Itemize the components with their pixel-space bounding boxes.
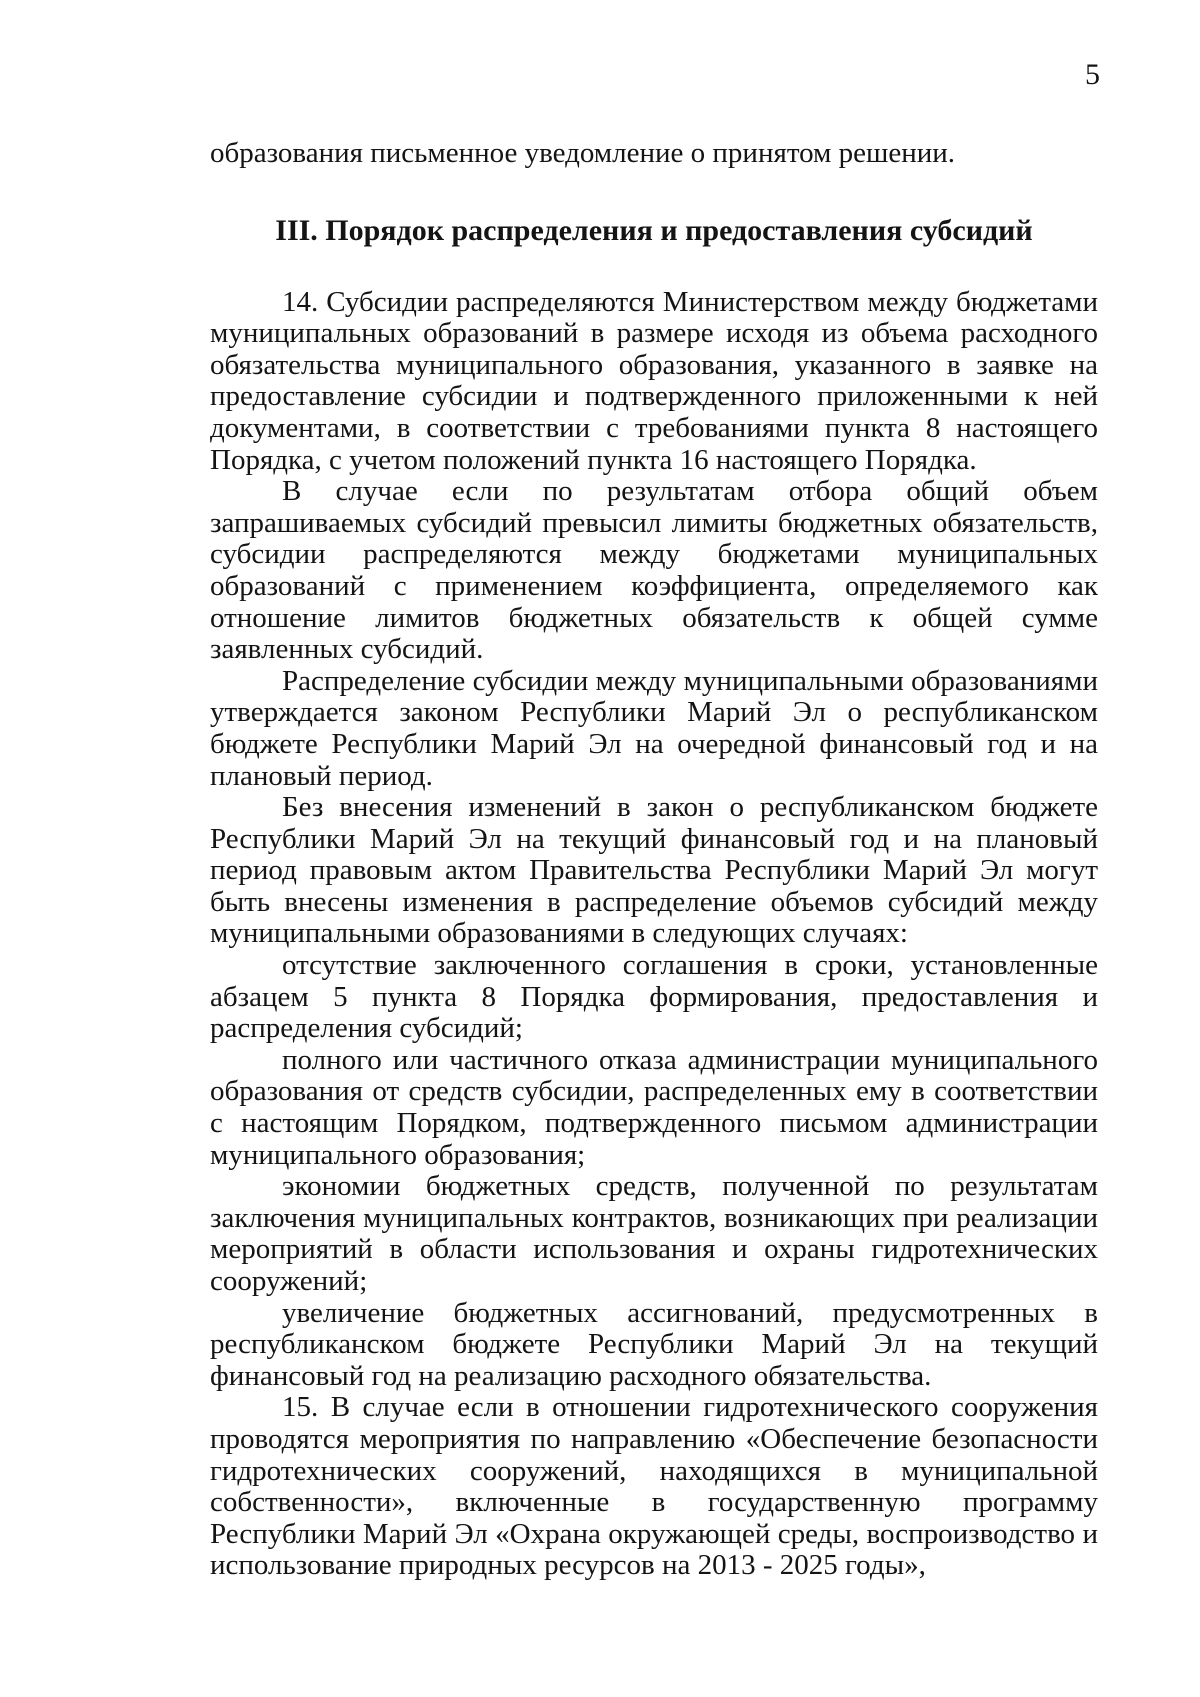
paragraph-distribution-law: Распределение субсидии между муниципальными образованиями утверждается законом Республики Марий Эл о республиканском бюджете Республики Марий Эл на очередной финансовый год и на плановый период.	[210, 664, 1098, 792]
paragraph-15: 15. В случае если в отношении гидротехнического сооружения проводятся мероприятия по направлению «Обеспечение безопасности гидротехнических сооружений, находящихся в муниципальной собственности», включенные в государственную программу Республики Марий Эл «Охрана окружающей среды, воспроизводство и использование природных ресурсов на 2013 - 2025 годы»,	[210, 1391, 1098, 1582]
document-body	[210, 138, 1098, 1582]
section-heading: III. Порядок распределения и предоставления субсидий	[275, 213, 1033, 247]
paragraph-continuation: образования письменное уведомление о принятом решении.	[210, 137, 956, 169]
list-item-refusal: полного или частичного отказа администрации муниципального образования от средств субсидии, распределенных ему в соответствии с настоящим Порядком, подтвержденного письмом администрации муниципального образования;	[210, 1043, 1098, 1171]
list-item-no-agreement: отсутствие заключенного соглашения в сроки, установленные абзацем 5 пункта 8 Порядка формирования, предоставления и распределения субсидий;	[210, 949, 1098, 1045]
paragraph-14: 14. Субсидии распределяются Министерством между бюджетами муниципальных образований в размере исходя из объема расходного обязательства муниципального образования, указанного в заявке на предоставление субсидии и подтвержденного приложенными к ней документами, в соответствии с требованиями пункта 8 настоящего Порядка, с учетом положений пункта 16 настоящего Порядка.	[210, 285, 1098, 476]
paragraph-limits-exceeded: В случае если по результатам отбора общий объем запрашиваемых субсидий превысил лимиты бюджетных обязательств, субсидии распределяются между бюджетами муниципальных образований с применением коэффициента, определяемого как отношение лимитов бюджетных обязательств к общей сумме заявленных субсидий.	[210, 475, 1098, 666]
page-number: 5	[1085, 58, 1100, 91]
list-item-savings: экономии бюджетных средств, полученной по результатам заключения муниципальных контрактов, возникающих при реализации мероприятий в области использования и охраны гидротехнических сооружений;	[210, 1170, 1098, 1297]
paragraph-changes-without-law: Без внесения изменений в закон о республиканском бюджете Республики Марий Эл на текущий финансовый год и на плановый период правовым актом Правительства Республики Марий Эл могут быть внесены изменения в распределение объемов субсидий между муниципальными образованиями в следующих случаях:	[210, 791, 1098, 950]
list-item-increase: увеличение бюджетных ассигнований, предусмотренных в республиканском бюджете Республики Марий Эл на текущий финансовый год на реализацию расходного обязательства.	[210, 1296, 1098, 1392]
